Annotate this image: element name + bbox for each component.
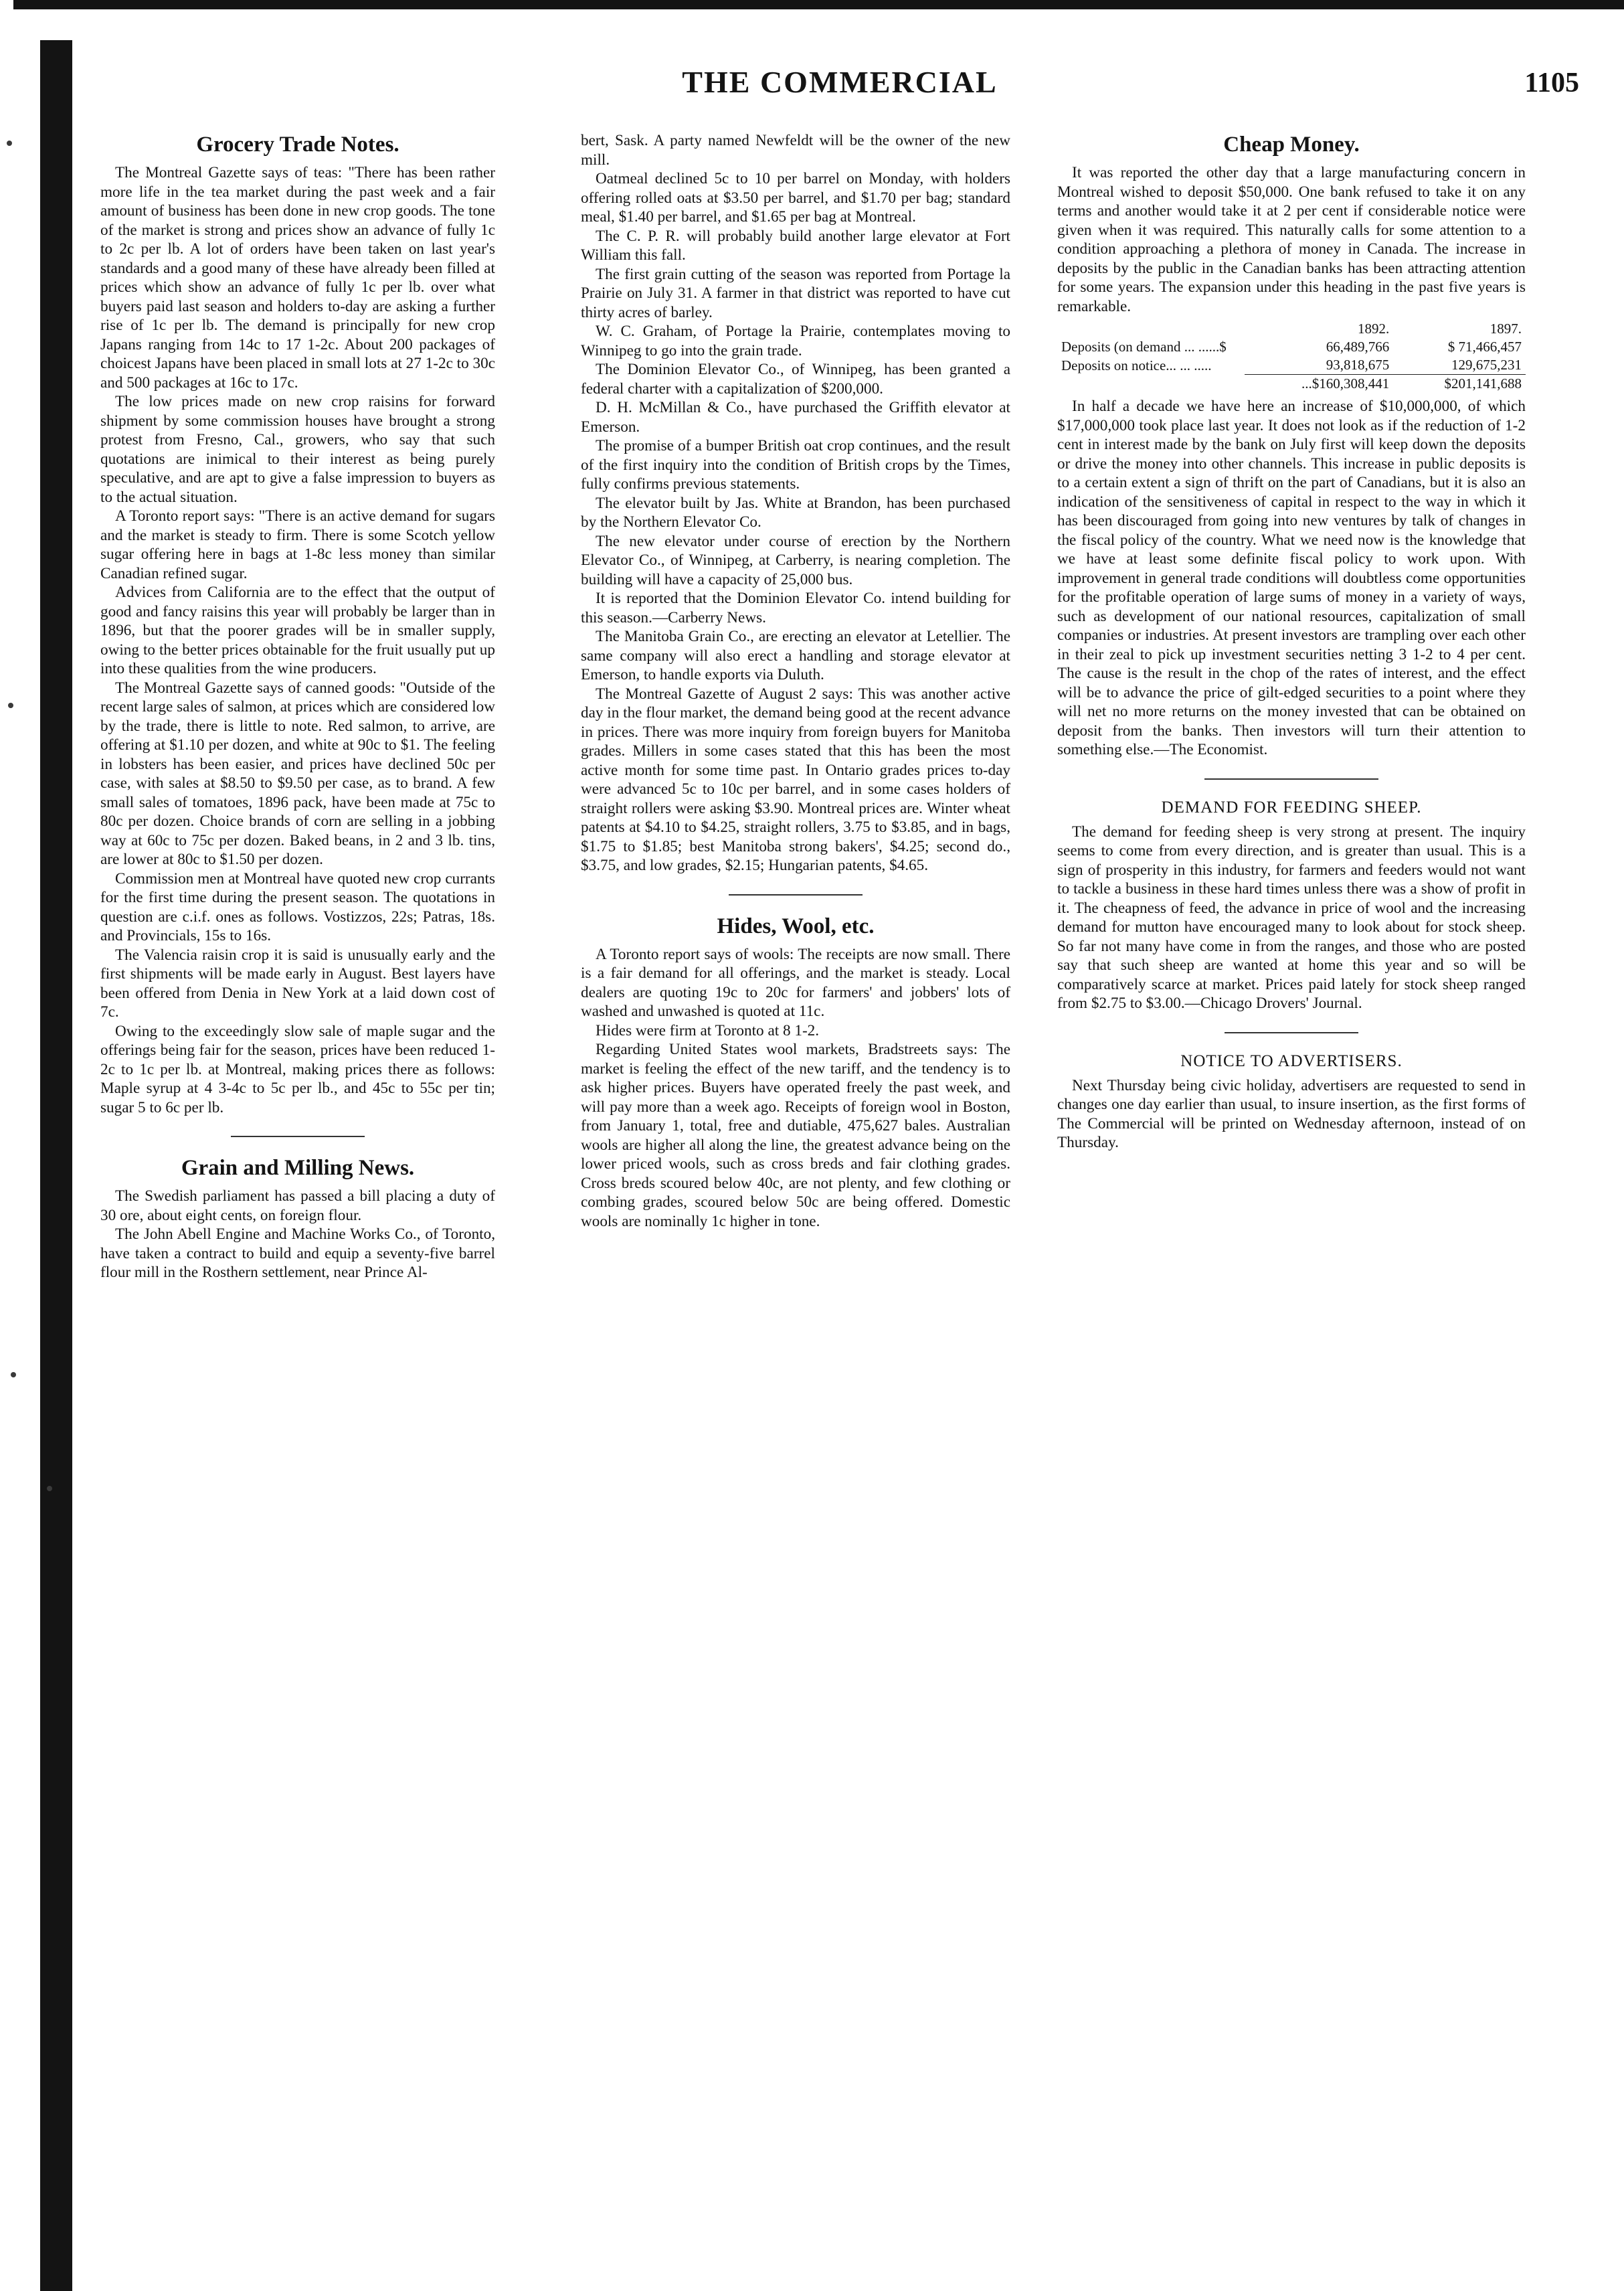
paragraph: The Valencia raisin crop it is said is unusually early and the first shipments will be made early in August. Best layers have been offered from Denia in New York at a laid down cost of 7c. xyxy=(100,946,495,1021)
paragraph: W. C. Graham, of Portage la Prairie, contemplates moving to Winnipeg to go into the grain trade. xyxy=(581,323,1010,359)
paragraph: It is reported that the Dominion Elevator Co. intend building for this season.—Carberry News. xyxy=(581,590,1010,626)
paragraph: D. H. McMillan & Co., have purchased the Griffith elevator at Emerson. xyxy=(581,399,1010,436)
deposits-total: ...$160,308,441 xyxy=(1245,375,1393,394)
paragraph: The low prices made on new crop raisins for forward shipment by some commission houses have brought a strong protest from Fresno, Cal., growers, who say that such quotations are inimical to their interest as being purely speculative, and are apt to give a false impression to buyers as to the actual situation. xyxy=(100,393,495,506)
paragraph: The John Abell Engine and Machine Works Co., of Toronto, have taken a contract to build and equip a seventy-five barrel flour mill in the Rosthern settlement, near Prince Al- xyxy=(100,1225,495,1281)
paragraph: In half a decade we have here an increase of $10,000,000, of which $17,000,000 took place last year. It does not look as if the reduction of 1-2 cent in interest made by the bank on July first will keep down the deposits or drive the money into other channels. This increase in public deposits is to a certain extent a sign of thrift on the part of Canadians, but it is also an indication of the sensitiveness of capital in respect to the way in which it has been discouraged from going into new ventures by talk of changes in the fiscal policy of the country. What we need now is the knowledge that we have at least some definite fiscal policy to work upon. With improvement in general trade conditions will doubtless come opportunities for the profitable operation of large sums of money in a variety of ways, such as development of our national resources, capitalization of small companies or industries. At present investors are trampling over each other in their zeal to pick up investment securities netting 3 1-2 to 4 per cent. The cause is the result in the chop of the rates of interest, and the effect will be to advance the price of gilt-edged securities to a point where they will net no more returns on the money invested that can be obtained on deposit from the banks. Then investors will turn their attention to something else.—The Economist. xyxy=(1057,398,1526,758)
publication-title: THE COMMERCIAL xyxy=(682,65,998,99)
section-divider xyxy=(231,1136,365,1137)
paragraph: Commission men at Montreal have quoted new crop currants for the first time during the present season. The quotations in question are c.i.f. ones as follows. Vostizzos, 22s; Patras, 18s. and Provincials, 15s to 16s. xyxy=(100,869,495,944)
paragraph: Hides were firm at Toronto at 8 1-2. xyxy=(596,1021,820,1039)
paragraph: The Dominion Elevator Co., of Winnipeg, has been granted a federal charter with a capitalization of $200,000. xyxy=(581,361,1010,398)
paragraph: The Swedish parliament has passed a bill placing a duty of 30 ore, about eight cents, on foreign flour. xyxy=(100,1187,495,1224)
deposits-total: $201,141,688 xyxy=(1393,375,1526,394)
paragraph: The demand for feeding sheep is very strong at present. The inquiry seems to come from every direction, and is greater than usual. This is a sign of prosperity in this industry, for farmers and feeders would not want to tackle a business in these hard times unless there was a show of profit in it. The cheapness of feed, the advance in price of wool and the increasing demand for mutton have encouraged many to look about for stock sheep. So far not many have come in from the ranges, and those who are posted say that such sheep are wanted at home this year and so will be comparatively scarce at market. Prices paid lately for stock sheep ranged from $2.75 to $3.00.—Chicago Drovers' Journal. xyxy=(1057,823,1526,1012)
paragraph: Oatmeal declined 5c to 10 per barrel on Monday, with holders offering rolled oats at $3.50 per barrel, and $1.70 per bag; standard meal, $1.40 per barrel, and $1.65 per bag at Montreal. xyxy=(581,170,1010,226)
article-title-feeding-sheep: DEMAND FOR FEEDING SHEEP. xyxy=(1161,798,1422,817)
deposits-value: 66,489,766 xyxy=(1326,339,1390,355)
paragraph: Regarding United States wool markets, Bradstreets says: The market is feeling the effect of the new tariff, and the tendency is to ask higher prices. Buyers have operated freely the past week, and will pay more than a week ago. Receipts of foreign wool in Boston, from January 1, total, free and dutiable, 475,627 bales. Australian wools are higher all along the line, the greatest advance being on the lower priced wools, such as cross breds and fair clothing grades. Cross breds scoured below 40c, are not plenty, and few clothing or combing grades, scoured below 50c are being offered. Domestic wools are nominally 1c higher in tone. xyxy=(581,1041,1010,1230)
paragraph: The first grain cutting of the season was reported from Portage la Prairie on July 31. A farmer in that district was reported to have cut thirty acres of barley. xyxy=(581,265,1010,321)
scan-edge-left xyxy=(40,40,72,2291)
article-title-grain-milling: Grain and Milling News. xyxy=(181,1156,415,1180)
paragraph: The C. P. R. will probably build another large elevator at Fort William this fall. xyxy=(581,227,1010,264)
deposits-value: 129,675,231 xyxy=(1451,357,1522,373)
section-divider xyxy=(1204,778,1378,780)
table-row xyxy=(1057,338,1526,356)
paragraph: A Toronto report says: "There is an active demand for sugars and the market is steady to firm. There is some Scotch yellow sugar offering here in bags at 1-8c less money than similar Canadian refined sugar. xyxy=(100,507,495,582)
paragraph: The new elevator under course of erection by the Northern Elevator Co., of Winnipeg, at Carberry, is nearing completion. The building will have a capacity of 25,000 bus. xyxy=(581,532,1010,588)
scan-speck xyxy=(11,1372,16,1377)
paragraph: It was reported the other day that a large manufacturing concern in Montreal wished to deposit $50,000. One bank refused to take it on any terms and another would take it at 2 per cent if considerable notice were given when it was required. This naturally calls for some attention to a condition approaching a plethora of money in Canada. The increase in deposits by the public in the Canadian banks has been attracting attention for some years. The expansion under this heading in the past five years is remarkable. xyxy=(1057,164,1526,315)
deposits-value: $ 71,466,457 xyxy=(1447,339,1522,355)
table-row xyxy=(1057,356,1526,375)
deposits-header-blank xyxy=(1057,320,1245,338)
deposits-row-label: Deposits on notice... ... ..... xyxy=(1061,357,1212,373)
deposits-table-header xyxy=(1057,320,1526,338)
paragraph: The Montreal Gazette says of teas: "There has been rather more life in the tea market during the past week and a fair amount of business has been done in new crop goods. The tone of the market is strong and prices show an advance of fully 1c to 2c per lb. A lot of orders have been taken on last year's standards and a good many of these have already been filled at prices which show an advance of fully 1c per lb. over what buyers paid last season and holders to-day are asking a further rise of 1c per lb. The demand is principally for new crop Japans ranging from 14c to 17 1-2c. About 200 packages of choicest Japans have been placed in small lots at 27 1-2c to 30c and 500 packages at 16c to 17c. xyxy=(100,164,495,392)
paragraph-continued: bert, Sask. A party named Newfeldt will be the owner of the new mill. xyxy=(581,132,1010,169)
column-3 xyxy=(1057,131,1526,1153)
article-title-notice-advertisers: NOTICE TO ADVERTISERS. xyxy=(1180,1051,1403,1070)
scan-speck xyxy=(7,141,12,146)
scan-speck xyxy=(47,1486,52,1491)
paragraph: The elevator built by Jas. White at Brandon, has been purchased by the Northern Elevator Co. xyxy=(581,494,1010,531)
column-2 xyxy=(581,131,1010,1231)
article-title-hides-wool: Hides, Wool, etc. xyxy=(717,914,875,938)
paragraph: The Manitoba Grain Co., are erecting an elevator at Letellier. The same company will also erect a handling and storage elevator at Emerson, to handle exports via Duluth. xyxy=(581,628,1010,683)
deposits-year: 1897. xyxy=(1490,321,1522,337)
scan-speck xyxy=(8,703,13,708)
page-number: 1105 xyxy=(1524,68,1579,98)
deposits-value: 93,818,675 xyxy=(1326,357,1390,373)
table-row-total xyxy=(1057,375,1526,394)
section-divider xyxy=(1225,1032,1358,1033)
paragraph: The Montreal Gazette says of canned goods: "Outside of the recent large sales of salmon, at prices which are considered low by the trade, there is little to note. Red salmon, to arrive, are offering at $1.10 per dozen, and white at 90c to $1. The feeling in lobsters has been easier, and prices have declined 50c per case, with sales at $8.50 to $9.50 per case, as to brand. A few small sales of tomatoes, 1896 pack, have been made at 75c to 80c per dozen. Choice brands of corn are selling in a jobbing way at 60c to 75c per dozen. Baked beans, in 2 and 3 lb. tins, are lower at 80c to $1.50 per dozen. xyxy=(100,679,495,868)
article-title-cheap-money: Cheap Money. xyxy=(1223,133,1360,157)
deposits-year: 1892. xyxy=(1357,321,1390,337)
paragraph: Next Thursday being civic holiday, advertisers are requested to send in changes one day earlier than usual, to insure insertion, as the first forms of The Commercial will be printed on Wednesday afternoon, instead of on Thursday. xyxy=(1057,1076,1526,1151)
paragraph: A Toronto report says of wools: The receipts are now small. There is a fair demand for all offerings, and the market is steady. Local dealers are quoting 19c to 20c for farmers' and jobbers' lots of washed and unwashed is quoted at 11c. xyxy=(581,945,1010,1020)
masthead xyxy=(87,64,1593,111)
deposits-row-label xyxy=(1057,375,1245,394)
deposits-table xyxy=(1057,320,1526,393)
paragraph: Advices from California are to the effect that the output of good and fancy raisins this year will probably be larger than in 1896, but that the poorer grades will be in smaller supply, owing to the better prices obtainable for the fruit usually put up into these qualities from the wine producers. xyxy=(100,584,495,677)
column-1 xyxy=(100,131,495,1282)
scan-edge-top xyxy=(13,0,1624,9)
paragraph: Owing to the exceedingly slow sale of maple sugar and the offerings being fair for the season, prices have been reduced 1-2c to 1c per lb. at Montreal, making prices there as follows: Maple syrup at 4 3-4c to 5c per lb., and 45c to 55c per tin; sugar 5 to 6c per lb. xyxy=(100,1022,495,1116)
article-title-grocery: Grocery Trade Notes. xyxy=(196,133,399,157)
section-divider xyxy=(729,894,863,896)
deposits-row-label: Deposits (on demand ... ......$ xyxy=(1061,339,1227,355)
paragraph: The Montreal Gazette of August 2 says: This was another active day in the flour market, the demand being good at the recent advance in prices. There was more inquiry from foreign buyers for Manitoba grades. Millers in some cases stated that this has been the most active month for some time past. In Ontario grades prices to-day were advanced 5c to 10c per barrel, and in some cases holders of straight rollers were asking $3.90. Montreal prices are. Winter wheat patents at $4.10 to $4.25, straight rollers, 3.75 to $3.85, and in bags, $1.75 to $1.85; best Manitoba strong bakers', $4.25; second do., $3.75, and low grades, $2.15; Hungarian patents, $4.65. xyxy=(581,685,1010,874)
paragraph: The promise of a bumper British oat crop continues, and the result of the first inquiry into the condition of British crops by the Times, fully confirms previous statements. xyxy=(581,437,1010,493)
